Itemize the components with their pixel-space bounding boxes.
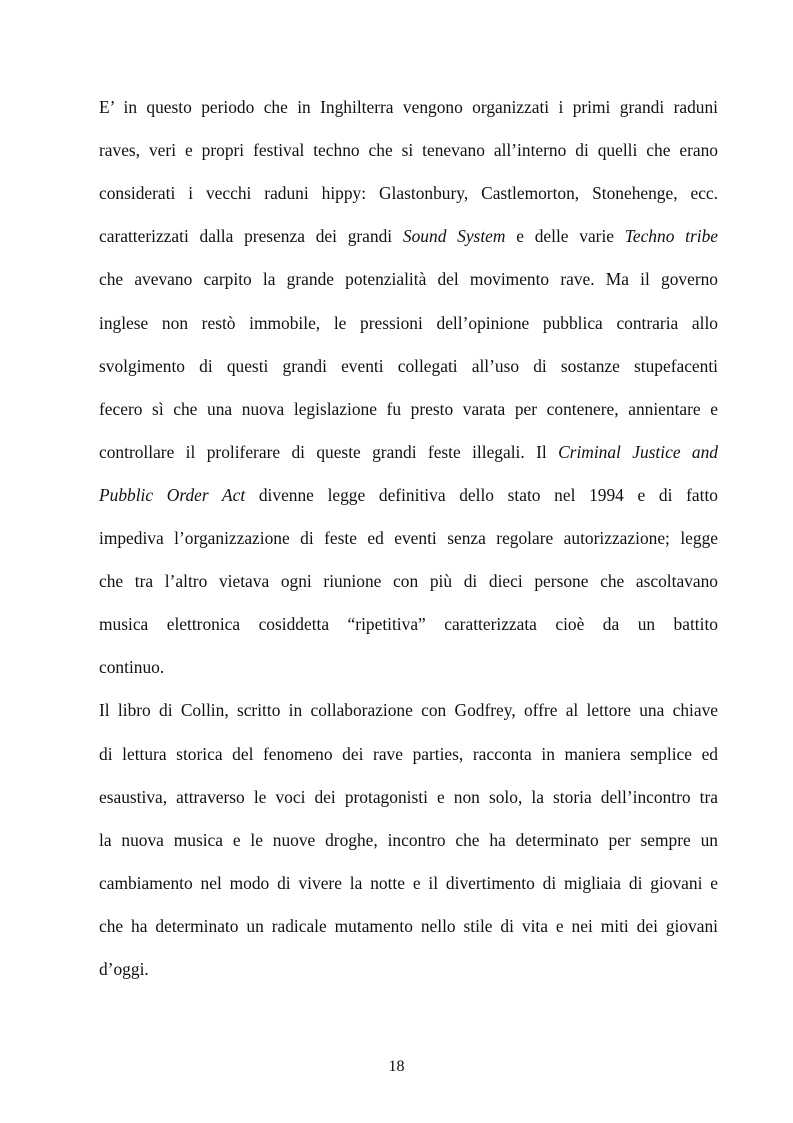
- text-line: [99, 872, 718, 894]
- text-line: [99, 570, 718, 592]
- text-line: [99, 355, 718, 377]
- text-run: controllare il proliferare di queste grandi feste illegali. Il: [99, 441, 559, 462]
- text-line: [99, 484, 718, 506]
- text-run: Il libro di Collin, scritto in collaborazione con Godfrey, offre al lettore una chiave: [99, 700, 718, 721]
- text-run: che tra l’altro vietava ogni riunione con più di dieci persone che ascoltavano: [99, 571, 718, 592]
- text-line: [99, 656, 718, 678]
- text-run: fecero sì che una nuova legislazione fu presto varata per contenere, annientare e: [99, 398, 718, 419]
- text-run: caratterizzati dalla presenza dei grandi: [99, 226, 403, 247]
- italic-text: Sound System: [402, 226, 506, 247]
- text-line: [99, 96, 718, 118]
- text-run: che ha determinato un radicale mutamento nello stile di vita e nei miti dei giovani: [99, 915, 718, 936]
- text-run: di lettura storica del fenomeno dei rave parties, racconta in maniera semplice ed: [99, 743, 718, 764]
- text-line: [99, 829, 718, 851]
- text-run: impediva l’organizzazione di feste ed eventi senza regolare autorizzazione; legge: [99, 528, 718, 548]
- text-line: [99, 182, 718, 204]
- text-run: esaustiva, attraverso le voci dei protagonisti e non solo, la storia dell’incontro tra: [99, 786, 718, 807]
- text-line: [99, 958, 718, 980]
- italic-text: Techno tribe: [624, 226, 719, 247]
- text-run: continuo.: [99, 657, 165, 678]
- text-line: [99, 786, 718, 808]
- text-line: [99, 139, 718, 161]
- text-line: [99, 613, 718, 635]
- italic-text: Pubblic Order Act: [99, 484, 246, 505]
- text-line: [99, 699, 718, 721]
- text-line: [99, 268, 718, 290]
- text-run: cambiamento nel modo di vivere la notte e il divertimento di migliaia di giovani e: [99, 872, 718, 893]
- text-line: [99, 527, 718, 549]
- text-run: raves, veri e propri festival techno che si tenevano all’interno di quelli che erano: [99, 140, 718, 161]
- page-number: 18: [388, 1058, 405, 1075]
- text-run: considerati i vecchi raduni hippy: Glastonbury, Castlemorton, Stonehenge, ecc.: [99, 183, 718, 204]
- text-run: svolgimento di questi grandi eventi collegati all’uso di sostanze stupefacenti: [99, 355, 718, 376]
- text-run: musica elettronica cosiddetta “ripetitiva” caratterizzata cioè da un battito: [99, 614, 718, 635]
- text-run: la nuova musica e le nuove droghe, incontro che ha determinato per sempre un: [99, 829, 718, 850]
- text-run: inglese non restò immobile, le pressioni dell’opinione pubblica contraria allo: [99, 312, 718, 333]
- text-run: che avevano carpito la grande potenzialità del movimento rave. Ma il governo: [99, 269, 718, 290]
- text-line: [99, 743, 718, 765]
- text-run: e delle varie: [505, 226, 625, 247]
- italic-text: Criminal Justice and: [558, 441, 718, 462]
- text-run: d’oggi.: [99, 959, 149, 979]
- text-line: [99, 441, 718, 463]
- text-line: [99, 312, 718, 334]
- text-line: [99, 225, 718, 247]
- text-run: E’ in questo periodo che in Inghilterra vengono organizzati i primi grandi raduni: [99, 97, 718, 117]
- text-line: [99, 915, 718, 937]
- text-line: [99, 398, 718, 420]
- text-run: divenne legge definitiva dello stato nel 1994 e di fatto: [245, 484, 719, 505]
